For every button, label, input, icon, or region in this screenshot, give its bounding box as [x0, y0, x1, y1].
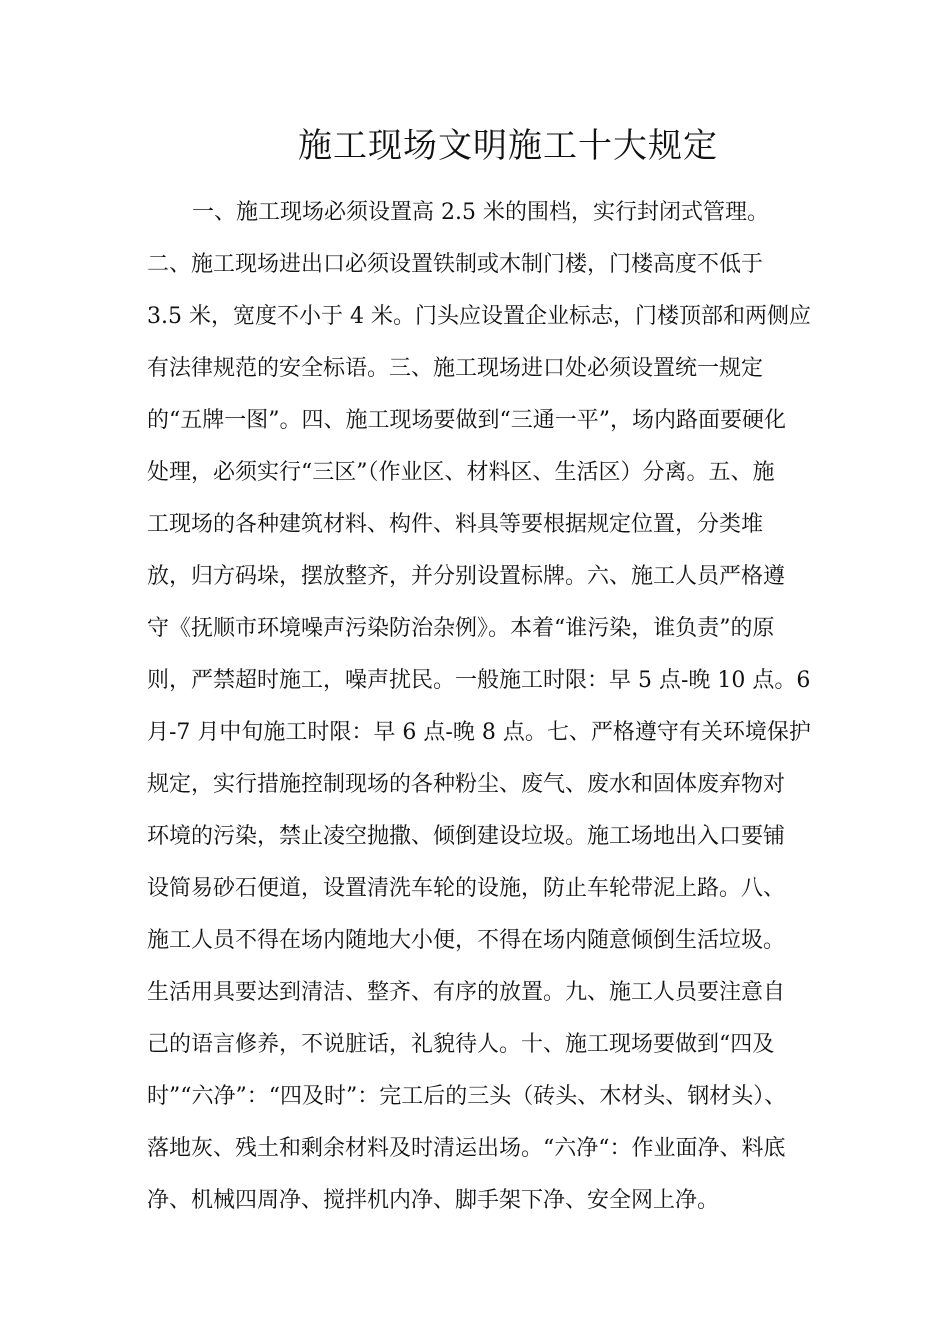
paragraph-line: 工现场的各种建筑材料、构件、料具等要根据规定位置，分类堆 [147, 512, 764, 537]
paragraph-line: 净、机械四周净、搅拌机内净、脚手架下净、安全网上净。 [147, 1188, 720, 1213]
document-title: 施工现场文明施工十大规定 [298, 126, 718, 166]
paragraph-line: 有法律规范的安全标语。三、施工现场进口处必须设置统一规定 [147, 356, 764, 381]
paragraph-line: 设简易砂石便道，设置清洗车轮的设施，防止车轮带泥上路。八、 [147, 876, 786, 901]
paragraph-line: 施工人员不得在场内随地大小便，不得在场内随意倾倒生活垃圾。 [147, 928, 786, 953]
paragraph-line: 规定，实行措施控制现场的各种粉尘、废气、废水和固体废弃物对 [147, 772, 786, 797]
paragraph-line: 落地灰、残土和剩余材料及时清运出场。“六净“：作业面净、料底 [147, 1136, 786, 1161]
paragraph-line: 守《抚顺市环境噪声污染防治杂例》。本着“谁污染，谁负责”的原 [147, 616, 775, 641]
paragraph-line: 则，严禁超时施工，噪声扰民。一般施工时限：早 5 点-晚 10 点。6 [147, 668, 811, 693]
paragraph-line: 时”“六净”：“四及时”：完工后的三头（砖头、木材头、钢材头）、 [147, 1084, 787, 1109]
paragraph-line: 生活用具要达到清洁、整齐、有序的放置。九、施工人员要注意自 [147, 980, 786, 1005]
paragraph-line: 的“五牌一图”。四、施工现场要做到“三通一平”，场内路面要硬化 [147, 408, 786, 433]
paragraph-line: 环境的污染，禁止凌空抛撒、倾倒建设垃圾。施工场地出入口要铺 [147, 824, 786, 849]
paragraph-line: 月-7 月中旬施工时限：早 6 点-晚 8 点。七、严格遵守有关环境保护 [147, 720, 811, 745]
paragraph-line: 处理，必须实行“三区”（作业区、材料区、生活区）分离。五、施 [147, 460, 775, 485]
paragraph-line: 己的语言修养，不说脏话，礼貌待人。十、施工现场要做到“四及 [147, 1032, 775, 1057]
paragraph-line: 放，归方码垛，摆放整齐，并分别设置标牌。六、施工人员严格遵 [147, 564, 786, 589]
paragraph-line: 二、施工现场进出口必须设置铁制或木制门楼，门楼高度不低于 [147, 252, 764, 277]
paragraph-line: 一、施工现场必须设置高 2.5 米的围档，实行封闭式管理。 [192, 200, 769, 225]
paragraph-line: 3.5 米，宽度不小于 4 米。门头应设置企业标志，门楼顶部和两侧应 [147, 304, 811, 329]
